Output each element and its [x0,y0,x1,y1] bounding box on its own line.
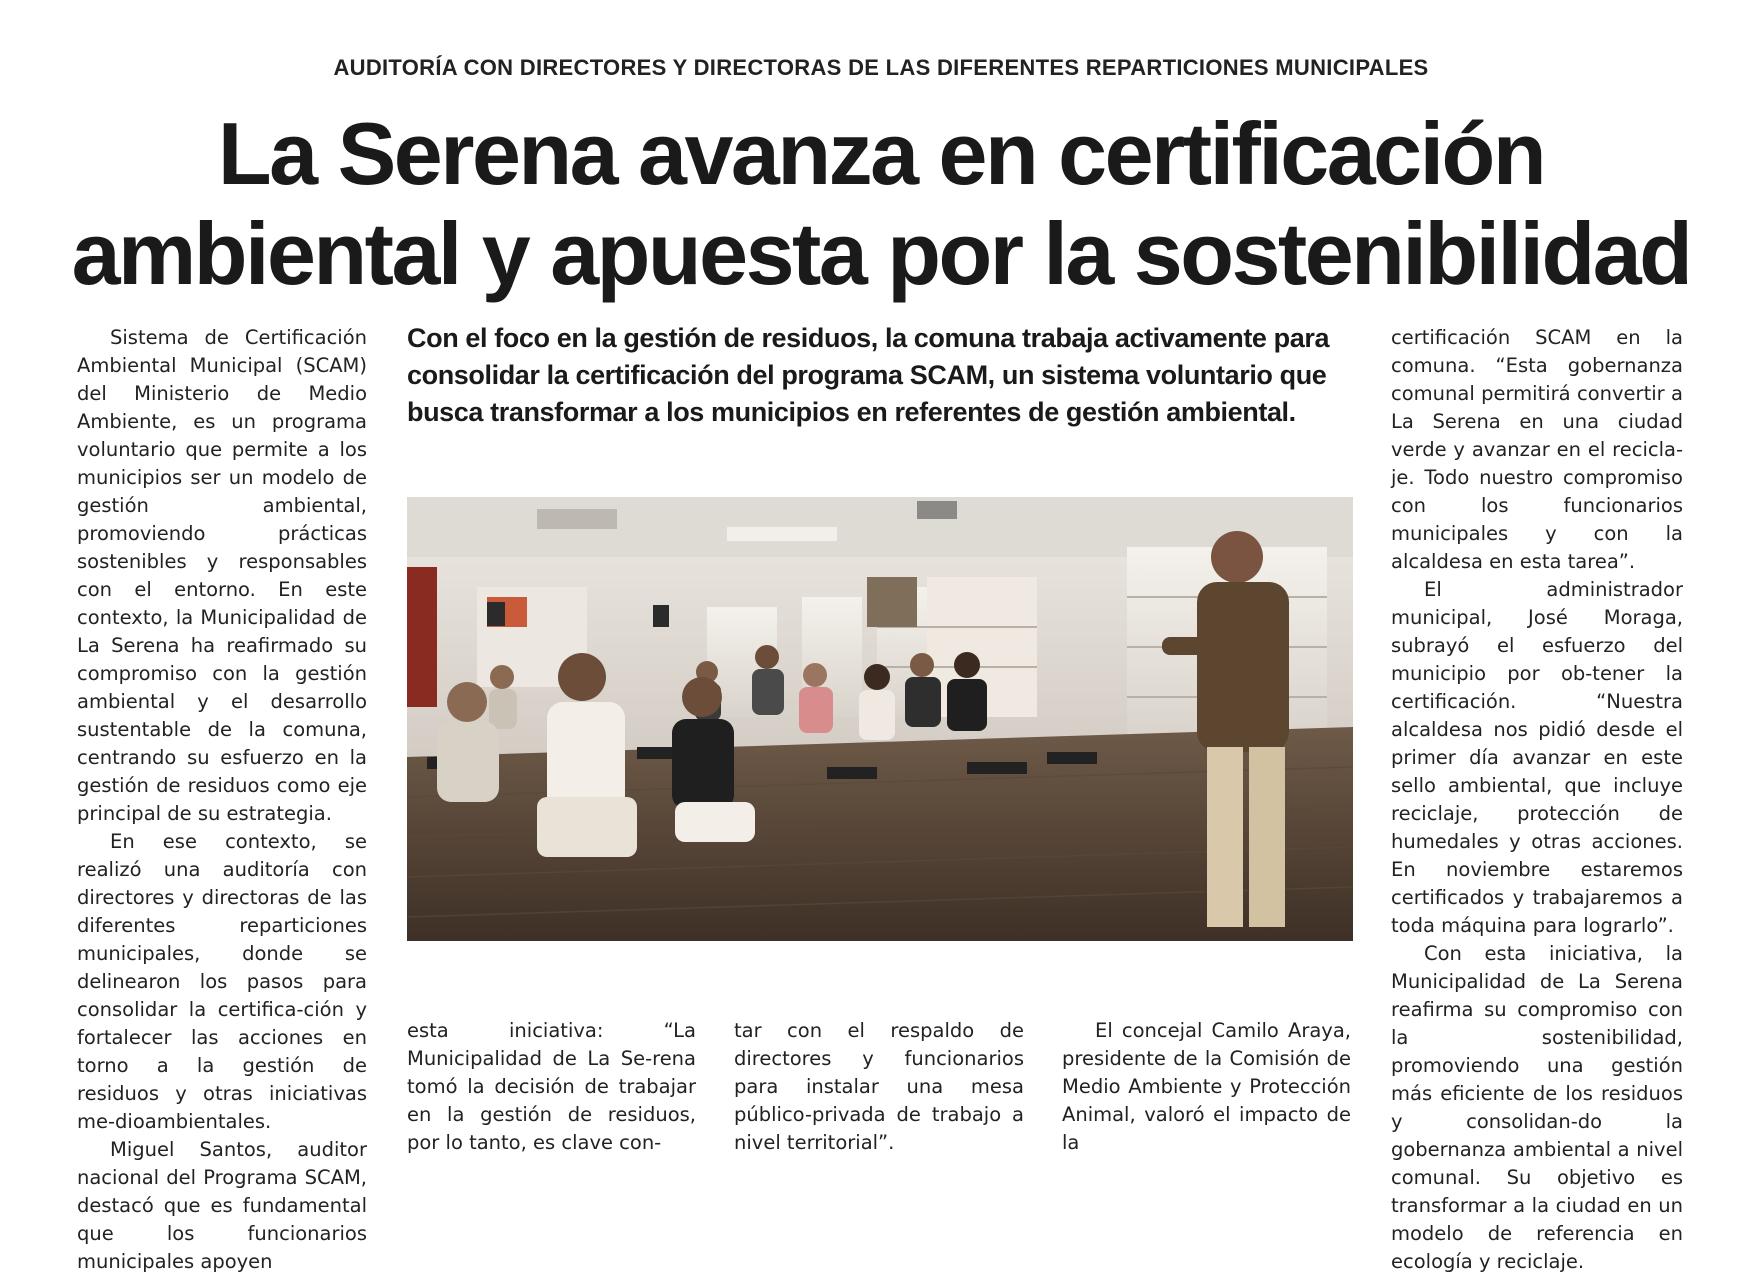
headline-line-2: ambiental y apuesta por la sostenibilidad [71,204,1691,303]
article-column-4 [1391,324,1683,1276]
bottom-column-4-paragraph: El concejal Camilo Araya, presidente de la Comisión de Medio Ambiente y Protección Animal, valoró el impacto de la [1062,1019,1351,1154]
meeting-photo-illustration [407,497,1353,941]
column4-paragraph-3: Con esta iniciativa, la Municipalidad de La Serena reafirma su compromiso con la sostenibilidad, promoviendo una gestión más eficiente de los residuos y consolidan-do la gobernanza ambiental a nivel comunal. Su objetivo es transformar a la ciudad en un modelo de referencia en ecología y reciclaje. [1391,942,1683,1273]
column1-paragraph-3: Miguel Santos, auditor nacional del Programa SCAM, destacó que es fundamental que los funcionarios municipales apoyen [77,1138,367,1273]
column4-paragraph-2: El administrador municipal, José Moraga, subrayó el esfuerzo del municipio por ob-tener la certificación. “Nuestra alcaldesa nos pidió desde el primer día avanzar en este sello ambiental, que incluye reciclaje, protección de humedales y otras acciones. En noviembre estaremos certificados y trabajaremos a toda máquina para lograrlo”. [1391,578,1683,937]
meeting-photo [407,497,1353,941]
bottom-column-2: esta iniciativa: “La Municipalidad de La Se-rena tomó la decisión de trabajar en la gestión de residuos, por lo tanto, es clave con- [407,1019,696,1154]
bottom-column-4 [1062,1017,1351,1157]
article-column-1 [77,324,367,1276]
column1-paragraph-2: En ese contexto, se realizó una auditoría con directores y directoras de las diferentes reparticiones municipales, donde se delinearon los pasos para consolidar la certifica-ción y fortalecer las acciones en torno a la gestión de residuos y otras iniciativas me-dioambientales. [77,830,367,1133]
kicker: AUDITORÍA CON DIRECTORES Y DIRECTORAS DE LAS DIFERENTES REPARTICIONES MUNICIPALES [333,55,1429,80]
bottom-column-3: tar con el respaldo de directores y funcionarios para instalar una mesa público-privada de trabajo a nivel territorial”. [734,1019,1024,1154]
column4-paragraph-1: certificación SCAM en la comuna. “Esta gobernanza comunal permitirá convertir a La Serena en una ciudad verde y avanzar en el recicla-je. Todo nuestro compromiso con los funcionarios municipales y con la alcaldesa en esta tarea”. [1391,326,1683,573]
headline [0,104,1762,304]
headline-line-1: La Serena avanza en certificación [217,104,1545,203]
column1-paragraph-1: Sistema de Certificación Ambiental Municipal (SCAM) del Ministerio de Medio Ambiente, es un programa voluntario que permite a los municipios ser un modelo de gestión ambiental, promoviendo prácticas sostenibles y responsables con el entorno. En este contexto, la Municipalidad de La Serena ha reafirmado su compromiso con la gestión ambiental y el desarrollo sustentable de la comuna, centrando su esfuerzo en la gestión de residuos como eje principal de su estrategia. [77,326,367,825]
lead-paragraph: Con el foco en la gestión de residuos, la comuna trabaja activamente para consolidar la certificación del programa SCAM, un sistema voluntario que busca transformar a los municipios en referentes de gestión ambiental. [407,323,1330,427]
